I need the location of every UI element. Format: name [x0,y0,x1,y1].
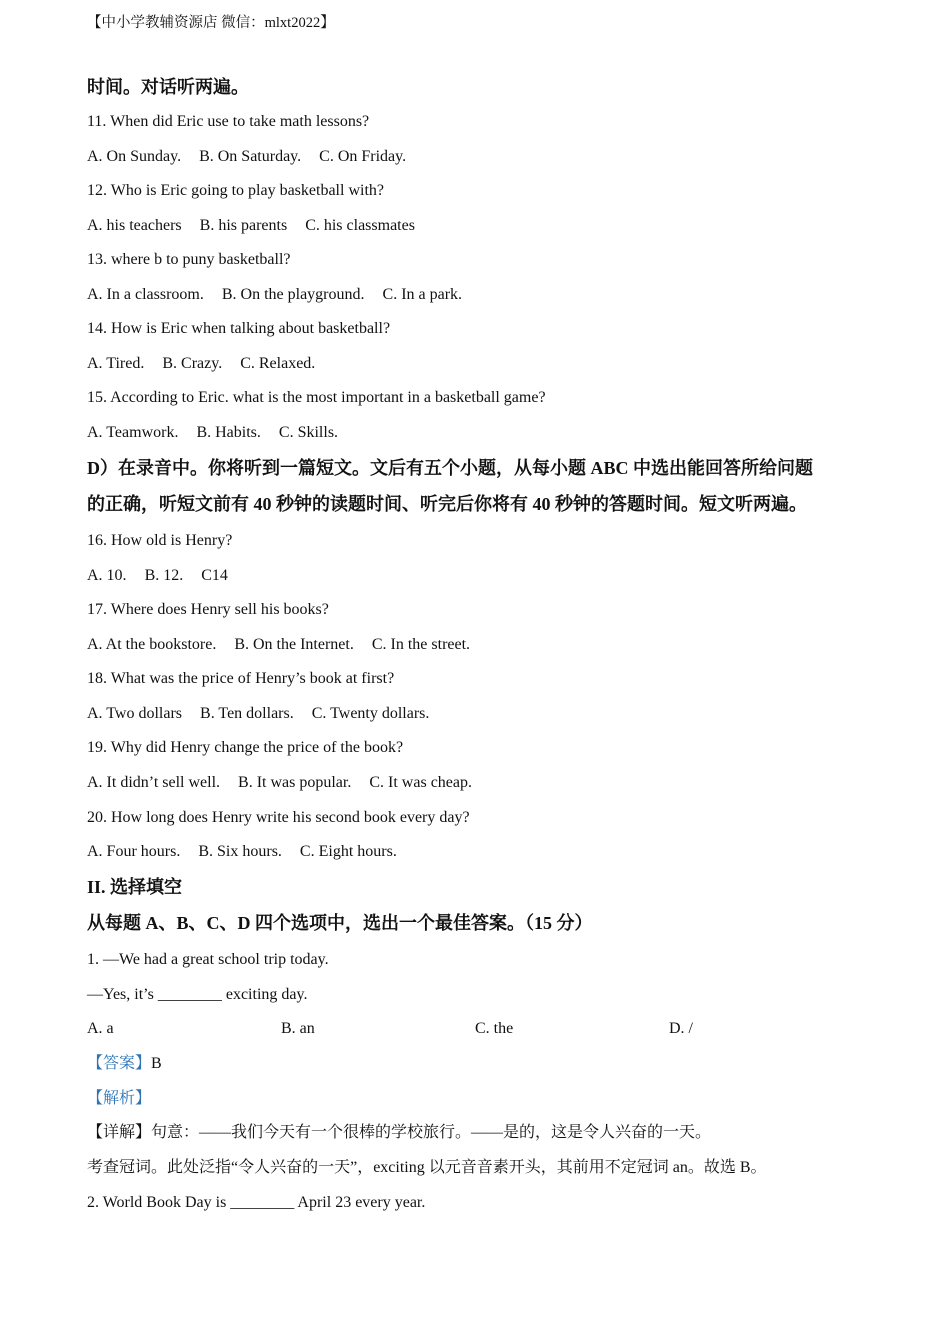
option-c: C. Skills. [278,424,339,441]
question-20-options [87,842,397,862]
option-a: A. In a classroom. [87,286,204,303]
detail-label: 【详解】 [87,1124,152,1141]
section-ii-title: II. 选择填空 [87,877,183,897]
question-19: 19. Why did Henry change the price of the book? [87,739,404,756]
option-b: B. Habits. [196,424,261,441]
option-a: A. his teachers [87,217,182,234]
option-b: B. On the Internet. [234,636,354,653]
option-a: A. Tired. [87,355,145,372]
answer-label: 【答案】 [87,1055,152,1072]
option-b: B. On the playground. [221,286,365,303]
option-a: A. On Sunday. [87,148,182,165]
option-a: A. 10. [87,567,127,584]
question-19-options [87,773,472,793]
page-header: 【中小学教辅资源店 微信：mlxt2022】 [87,15,335,31]
answer-value: B [151,1055,162,1072]
question-2-line1: 2. World Book Day is ________ April 23 every year. [87,1194,426,1211]
option-c: C. It was cheap. [369,774,472,791]
option-c: C. the [475,1020,514,1037]
detail-text: 句意：——我们今天有一个很棒的学校旅行。——是的，这是令人兴奋的一天。 [151,1124,712,1141]
option-a: A. It didn’t sell well. [87,774,221,791]
section-c-instruction-tail: 时间。对话听两遍。 [87,77,249,97]
question-17: 17. Where does Henry sell his books? [87,601,329,618]
option-b: B. Six hours. [198,843,282,860]
question-11: 11. When did Eric use to take math lessons? [87,113,370,130]
question-13: 13. where b to puny basketball? [87,251,291,268]
option-a: A. At the bookstore. [87,636,217,653]
option-b: B. It was popular. [238,774,352,791]
option-c: C. In a park. [382,286,463,303]
section-d-instruction-line2: 的正确，听短文前有 40 秒钟的读题时间、听完后你将有 40 秒钟的答题时间。短文听两遍。 [87,494,807,514]
question-18: 18. What was the price of Henry’s book at first? [87,670,395,687]
option-b: B. an [281,1020,315,1037]
answer-line [87,1054,162,1074]
option-a: A. Two dollars [87,705,183,722]
option-b: B. On Saturday. [199,148,302,165]
question-16: 16. How old is Henry? [87,532,233,549]
question-1-line2: —Yes, it’s ________ exciting day. [87,986,308,1003]
option-c: C. In the street. [371,636,471,653]
question-1-line1: 1. —We had a great school trip today. [87,951,329,968]
question-15-options [87,423,338,443]
option-d: D. / [669,1020,693,1037]
option-b: B. 12. [144,567,184,584]
explanation-line: 考查冠词。此处泛指“令人兴奋的一天”，exciting 以元音音素开头，其前用不定冠词 an。故选 B。 [87,1159,767,1176]
question-18-options [87,704,429,724]
option-c: C. his classmates [305,217,415,234]
option-c: C. On Friday. [319,148,407,165]
option-b: B. his parents [199,217,288,234]
option-a: A. Teamwork. [87,424,179,441]
section-d-instruction-line1: D）在录音中。你将听到一篇短文。文后有五个小题，从每小题 ABC 中选出能回答所给问题 [87,458,813,478]
question-12: 12. Who is Eric going to play basketball with? [87,182,384,199]
analysis-label: 【解析】 [87,1090,152,1107]
section-ii-instruction: 从每题 A、B、C、D 四个选项中，选出一个最佳答案。（15 分） [87,913,593,933]
option-c: C14 [201,567,228,584]
question-16-options [87,566,228,586]
question-15: 15. According to Eric. what is the most important in a basketball game? [87,389,546,406]
option-b: B. Ten dollars. [200,705,294,722]
question-17-options [87,635,470,655]
option-b: B. Crazy. [162,355,223,372]
option-c: C. Twenty dollars. [311,705,430,722]
question-14: 14. How is Eric when talking about basketball? [87,320,391,337]
question-12-options [87,216,415,236]
question-1-options [87,1019,867,1039]
option-a: A. a [87,1020,114,1037]
option-c: C. Relaxed. [240,355,316,372]
question-13-options [87,285,462,305]
question-14-options [87,354,315,374]
question-20: 20. How long does Henry write his second book every day? [87,809,470,826]
detail-line [87,1123,711,1143]
option-a: A. Four hours. [87,843,181,860]
question-11-options [87,147,406,167]
option-c: C. Eight hours. [299,843,397,860]
